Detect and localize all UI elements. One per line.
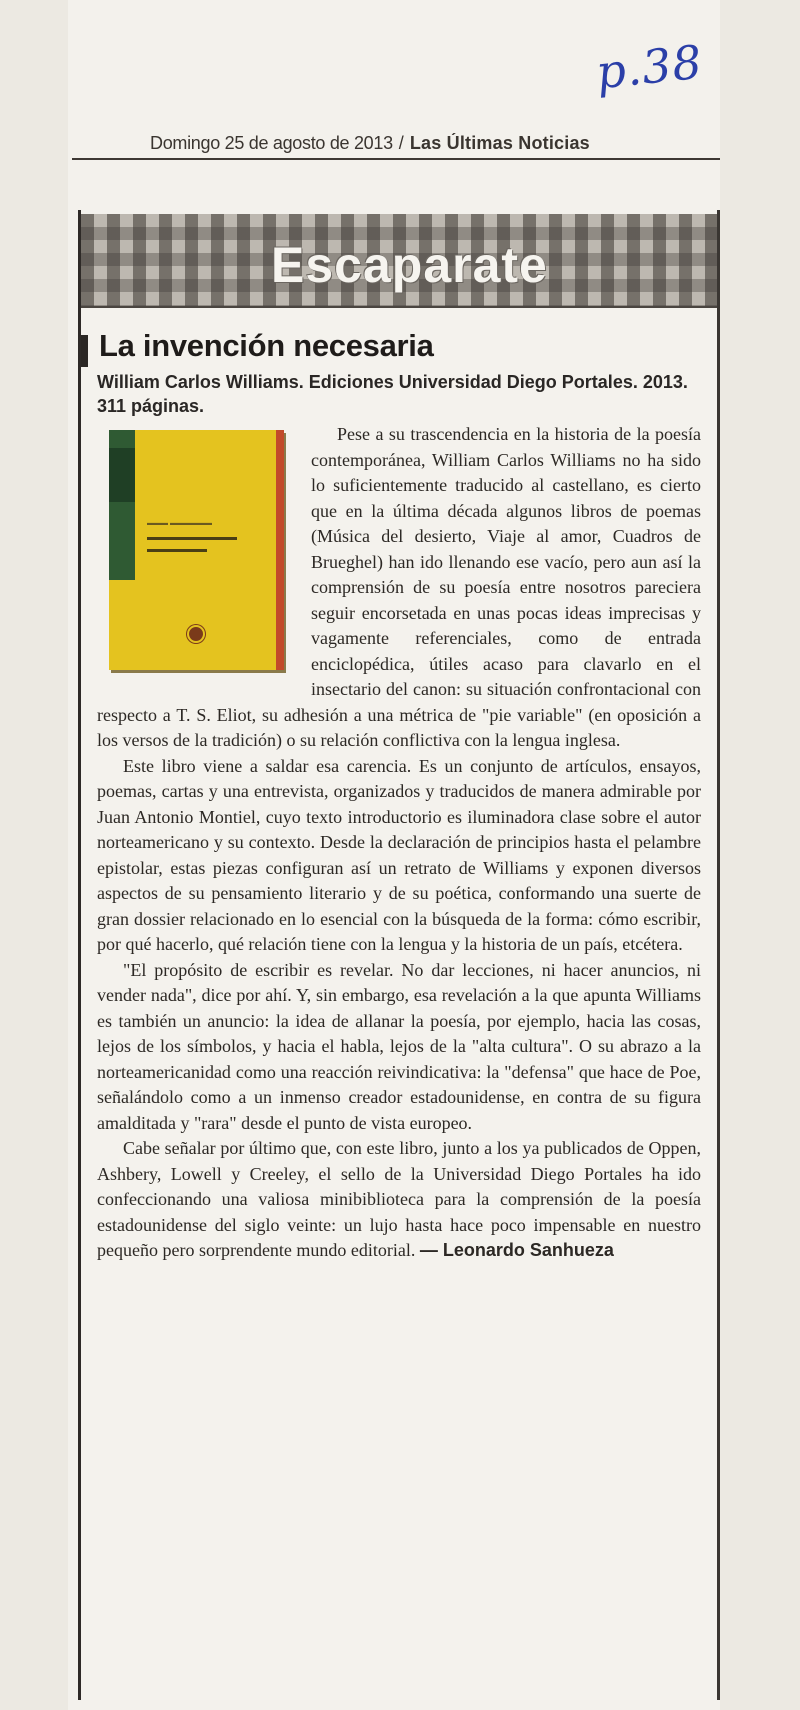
- author-signature: — Leonardo Sanhueza: [419, 1240, 614, 1260]
- article-body: [97, 422, 701, 1264]
- paragraph-4: [97, 1136, 701, 1264]
- paragraph-2: Este libro viene a saldar esa carencia. Es un conjunto de artículos, ensayos, poemas, cartas y una entrevista, organizados y traducidos de manera admirable por Juan Antonio Montiel, cuyo texto introductorio es iluminadora clase sobre el autor norteamericano y su contexto. Desde la declaración de principios hasta el pelambre epistolar, estas piezas configuran así un retrato de Williams y exponen diversos aspectos de su pensamiento literario y de su poética, conformando una suerte de gran dossier relacionado en lo esencial con la búsqueda de la forma: cómo escribir, por qué hacerlo, qué relación tiene con la lengua y la historia de un país, etcétera.: [97, 755, 701, 954]
- publication-date: Domingo 25 de agosto de 2013: [150, 133, 393, 153]
- section-title: Escaparate: [271, 237, 548, 293]
- headline-accent-bar: [81, 335, 88, 367]
- newspaper-name: Las Últimas Noticias: [409, 133, 590, 153]
- header-rule: [72, 158, 720, 160]
- paragraph-1: Pese a su trascendencia en la historia de la poesía contemporánea, William Carlos Williams no ha sido lo suficientemente traducido al castellano, es cierto que en la última década algunos libros de poemas (Música del desierto, Viaje al amor, Cuadros de Brueghel) han ido llenando ese vacío, pero aun así la comprensión de su poesía entre nosotros pareciera seguir encorsetada en unas pocas ideas imprecisas y vagamente referenciales, como de entrada enciclopédica, útiles acaso para clavarlo en el insectario del canon: su situación confrontacional con respecto a T. S. Eliot, su adhesión a una métrica de "pie variable" (en oposición a los versos de la tradición) o su relación conflictiva con la lengua inglesa.: [97, 424, 701, 750]
- cover-title-text: ▬▬▬▬▬▬▬▬▬ ▬▬▬▬▬▬: [147, 532, 237, 555]
- section-banner: [81, 214, 717, 308]
- article-box: [78, 210, 720, 1700]
- dateline-separator: /: [398, 133, 404, 153]
- book-credits: William Carlos Williams. Ediciones Universidad Diego Portales. 2013. 311 páginas.: [97, 372, 688, 416]
- dateline: [150, 133, 720, 154]
- paragraph-4-text: Cabe señalar por último que, con este libro, junto a los ya publicados de Oppen, Ashbery, Lowell y Creeley, el sello de la Universidad Diego Portales ha ido confeccionando una valiosa minibiblioteca para la comprensión de la poesía estadounidense del siglo veinte: un lujo hasta hace poco impensable en nuestro pequeño pero sorprendente mundo editorial.: [97, 1138, 701, 1260]
- cover-author-text: ▬▬▬ ▬▬▬▬▬▬: [147, 520, 212, 527]
- cover-text-wrap-spacer: [97, 422, 307, 684]
- paragraph-3: "El propósito de escribir es revelar. No dar lecciones, ni hacer anuncios, ni vender nada", dice por ahí. Y, sin embargo, esa revelación a la que apunta Williams es también un anuncio: la idea de allanar la poesía, por ejemplo, hacia las cosas, lejos de los símbolos, y hacia el habla, lejos de la "alta cultura". O su abrazo a la norteamericanidad como una reacción reivindicativa: la "defensa" que hace de Poe, señalándolo como a un inmenso creador estadounidense, en contra de su figura amalditada y "rara" desde el punto de vista europeo.: [97, 959, 701, 1133]
- handwritten-page-note: p.38: [593, 34, 706, 100]
- article-headline: La invención necesaria: [99, 328, 434, 363]
